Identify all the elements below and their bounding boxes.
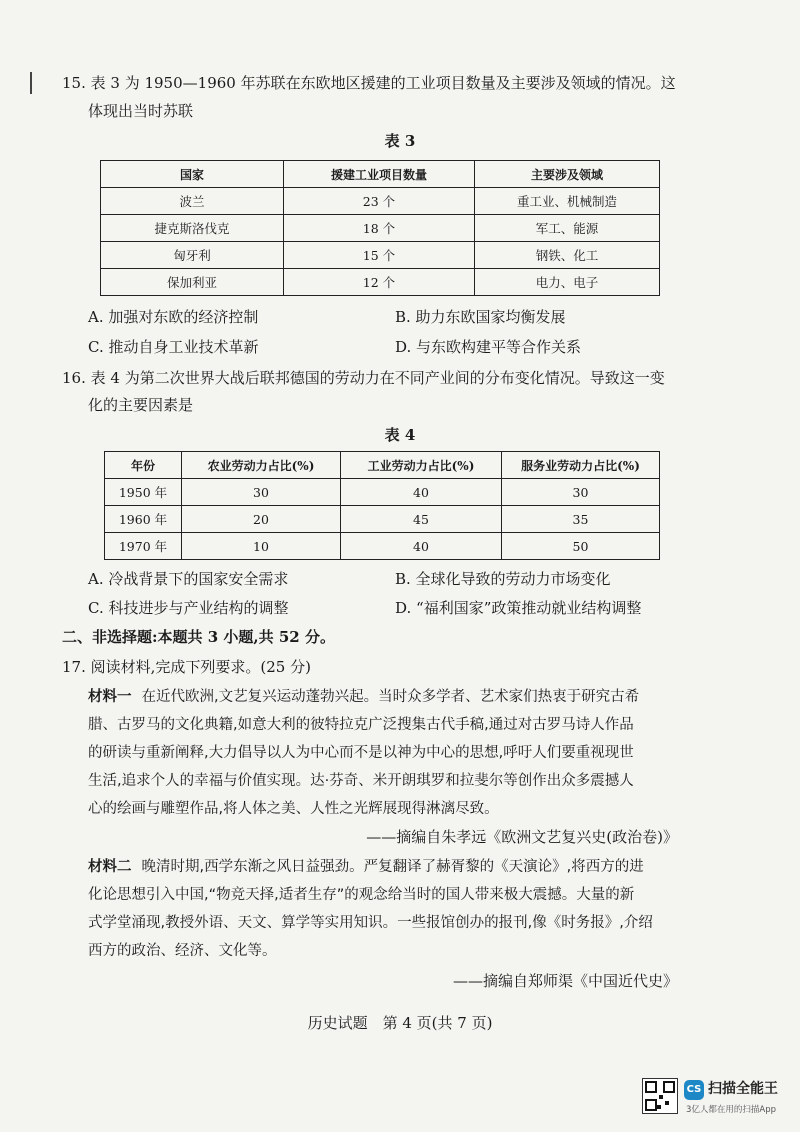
table-cell: 电力、电子 — [475, 269, 660, 296]
scanner-app-tagline: 3亿人都在用的扫描App — [686, 1105, 777, 1115]
q15-option-b: B. 助力东欧国家均衡发展 — [395, 308, 566, 326]
material-1-source: ——摘编自朱孝远《欧洲文艺复兴史(政治卷)》 — [366, 828, 678, 846]
material-2-label: 材料二 — [88, 859, 132, 875]
table4-title: 表 4 — [384, 426, 416, 444]
material-2-text: 晚清时期,西学东渐之风日益强劲。严复翻译了赫胥黎的《天演论》,将西方的进 — [141, 859, 644, 875]
material-1-line — [88, 686, 639, 708]
scanner-app-name: 扫描全能王 — [708, 1081, 778, 1097]
material-2-line: 西方的政治、经济、文化等。 — [88, 943, 277, 959]
table-cell: 18 个 — [284, 215, 475, 242]
qr-code-icon — [642, 1078, 678, 1114]
material-2-source: ——摘编自郑师渠《中国近代史》 — [452, 972, 678, 990]
table3-title: 表 3 — [384, 132, 416, 150]
table3-header-row — [101, 161, 660, 188]
scanner-logo-icon: CS — [684, 1080, 704, 1100]
section-heading: 二、非选择题:本题共 3 小题,共 52 分。 — [62, 628, 335, 646]
material-1-line: 生活,追求个人的幸福与价值实现。达·芬奇、米开朗琪罗和拉斐尔等创作出众多震撼人 — [88, 773, 634, 789]
q16-option-c: C. 科技进步与产业结构的调整 — [88, 599, 289, 617]
table-cell: 匈牙利 — [101, 242, 284, 269]
q17-title: 17. 阅读材料,完成下列要求。(25 分) — [62, 658, 311, 676]
table3-header-cell: 援建工业项目数量 — [284, 161, 475, 188]
page-footer: 历史试题 第 4 页(共 7 页) — [307, 1014, 493, 1032]
table-row — [101, 242, 660, 269]
table-cell: 50 — [502, 533, 660, 560]
q15-option-c: C. 推动自身工业技术革新 — [88, 338, 259, 356]
table-cell: 12 个 — [284, 269, 475, 296]
q16-stem-line1: 16. 表 4 为第二次世界大战后联邦德国的劳动力在不同产业间的分布变化情况。导致这一变 — [62, 369, 665, 387]
table4 — [104, 451, 660, 560]
table-cell: 波兰 — [101, 188, 284, 215]
table-cell: 10 — [182, 533, 341, 560]
table-cell: 30 — [502, 479, 660, 506]
table-cell: 45 — [341, 506, 502, 533]
table3 — [100, 160, 660, 296]
table-row — [105, 479, 660, 506]
table-cell: 40 — [341, 479, 502, 506]
material-2-line: 式学堂涌现,教授外语、天文、算学等实用知识。一些报馆创办的报刊,像《时务报》,介绍 — [88, 915, 653, 931]
table3-header-cell: 主要涉及领域 — [475, 161, 660, 188]
q16-option-a: A. 冷战背景下的国家安全需求 — [88, 570, 289, 588]
table-cell: 保加利亚 — [101, 269, 284, 296]
table-cell: 30 — [182, 479, 341, 506]
table-row — [101, 269, 660, 296]
table-cell: 军工、能源 — [475, 215, 660, 242]
table4-header-cell: 农业劳动力占比(%) — [182, 452, 341, 479]
table-cell: 40 — [341, 533, 502, 560]
q15-stem-line2: 体现出当时苏联 — [88, 102, 194, 120]
material-2-line — [88, 856, 644, 878]
table-cell: 捷克斯洛伐克 — [101, 215, 284, 242]
table-cell: 1970 年 — [105, 533, 182, 560]
table-row — [101, 188, 660, 215]
table-cell: 重工业、机械制造 — [475, 188, 660, 215]
material-1-line: 腊、古罗马的文化典籍,如意大利的彼特拉克广泛搜集古代手稿,通过对古罗马诗人作品 — [88, 717, 634, 733]
q16-stem-line2: 化的主要因素是 — [88, 396, 194, 414]
material-1-line: 的研读与重新阐释,大力倡导以人为中心而不是以神为中心的思想,呼吁人们要重视现世 — [88, 745, 634, 761]
q15-stem-line1: 15. 表 3 为 1950—1960 年苏联在东欧地区援建的工业项目数量及主要涉及领域的情况。这 — [62, 74, 676, 92]
table-cell: 15 个 — [284, 242, 475, 269]
q15-option-d: D. 与东欧构建平等合作关系 — [395, 338, 582, 356]
table4-header-row — [105, 452, 660, 479]
table4-header-cell: 服务业劳动力占比(%) — [502, 452, 660, 479]
material-1-line: 心的绘画与雕塑作品,将人体之美、人性之光辉展现得淋漓尽致。 — [88, 801, 499, 817]
table-cell: 20 — [182, 506, 341, 533]
table-row — [105, 533, 660, 560]
table-cell: 1960 年 — [105, 506, 182, 533]
table-row — [101, 215, 660, 242]
table-cell: 23 个 — [284, 188, 475, 215]
table4-header-cell: 工业劳动力占比(%) — [341, 452, 502, 479]
material-2-line: 化论思想引入中国,“物竞天择,适者生存”的观念给当时的国人带来极大震撼。大量的新 — [88, 887, 635, 903]
q16-option-b: B. 全球化导致的劳动力市场变化 — [395, 570, 611, 588]
margin-mark — [30, 72, 32, 94]
table-cell: 1950 年 — [105, 479, 182, 506]
table-cell: 钢铁、化工 — [475, 242, 660, 269]
q16-option-d: D. “福利国家”政策推动就业结构调整 — [395, 599, 642, 617]
material-1-text: 在近代欧洲,文艺复兴运动蓬勃兴起。当时众多学者、艺术家们热衷于研究古希 — [141, 689, 640, 705]
table-cell: 35 — [502, 506, 660, 533]
q15-option-a: A. 加强对东欧的经济控制 — [88, 308, 259, 326]
material-1-label: 材料一 — [88, 689, 132, 705]
table-row — [105, 506, 660, 533]
table3-header-cell: 国家 — [101, 161, 284, 188]
table4-header-cell: 年份 — [105, 452, 182, 479]
